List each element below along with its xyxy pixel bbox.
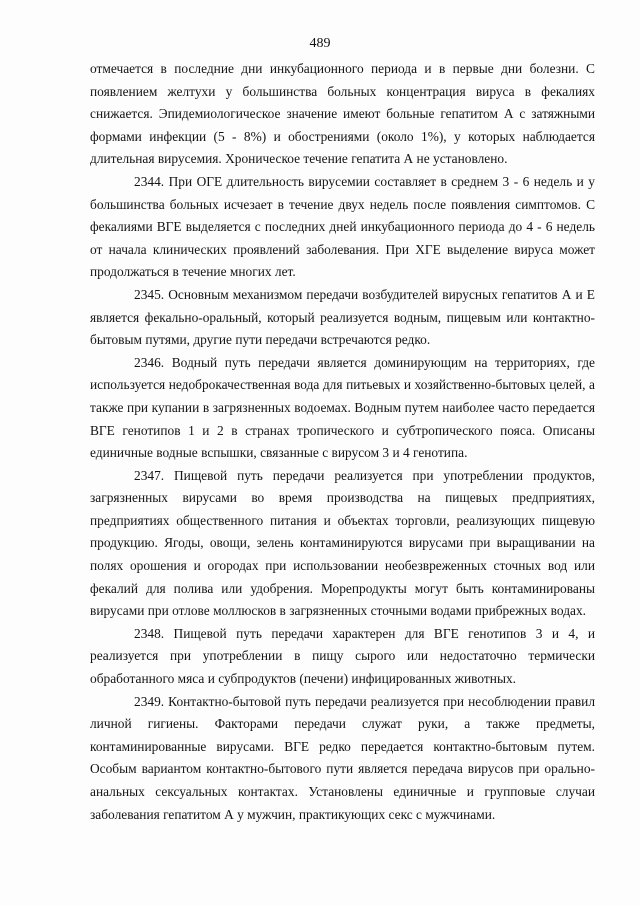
paragraph-continuation: отмечается в последние дни инкубационного периода и в первые дни болезни. С появлением желтухи у большинства больных концентрация вируса в фекалиях снижается. Эпидемиологическое значение имеют больные гепатитом А с затяжными формами инфекции (5 - 8%) и обострениями (около 1%), у которых наблюдается длительная вирусемия. Хроническое течение гепатита А не установлено. (90, 61, 595, 167)
paragraph-2344: 2344. При ОГЕ длительность вирусемии составляет в среднем 3 - 6 недель и у большинства больных исчезает в течение двух недель после появления симптомов. С фекалиями ВГЕ выделяется с последних дней инкубационного периода до 4 - 6 недель от начала клинических проявлений заболевания. При ХГЕ выделение вируса может продолжаться в течение многих лет. (90, 173, 595, 280)
paragraph-2349: 2349. Контактно-бытовой путь передачи реализуется при несоблюдении правил личной гигиены. Факторами передачи служат руки, а также предметы, контаминированные вирусами. ВГЕ редко передается контактно-бытовым путем. Особым вариантом контактно-бытового пути является передача вирусов при орально-анальных сексуальных контактах. Установлены единичные и групповые случаи заболевания гепатитом А у мужчин, практикующих секс с мужчинами. (90, 693, 595, 822)
page-number: 489 (309, 36, 331, 51)
paragraph-2345: 2345. Основным механизмом передачи возбудителей вирусных гепатитов А и Е является фекально-оральный, который реализуется водным, пищевым или контактно-бытовым путями, другие пути передачи встречаются редко. (90, 286, 595, 348)
paragraph-2348: 2348. Пищевой путь передачи характерен для ВГЕ генотипов 3 и 4, и реализуется при употреблении в пищу сырого или недостаточно термически обработанного мяса и субпродуктов (печени) инфицированных животных. (90, 625, 595, 687)
paragraph-2347: 2347. Пищевой путь передачи реализуется при употреблении продуктов, загрязненных вирусами во время производства на пищевых предприятиях, предприятиях общественного питания и объектах торговли, реализующих пищевую продукцию. Ягоды, овощи, зелень контаминируются вирусами при выращивании на полях орошения и огородах при использовании необезвреженных сточных вод или фекалий для полива или удобрения. Морепродукты могут быть контаминированы вирусами при отлове моллюсков в загрязненных сточными водами прибрежных водах. (90, 467, 595, 619)
paragraph-2346: 2346. Водный путь передачи является доминирующим на территориях, где используется недоброкачественная вода для питьевых и хозяйственно-бытовых целей, а также при купании в загрязненных водоемах. Водным путем наиболее часто передается ВГЕ генотипов 1 и 2 в странах тропического и субтропического пояса. Описаны единичные водные вспышки, связанные с вирусом 3 и 4 генотипа. (90, 354, 595, 461)
document-body (90, 58, 595, 826)
